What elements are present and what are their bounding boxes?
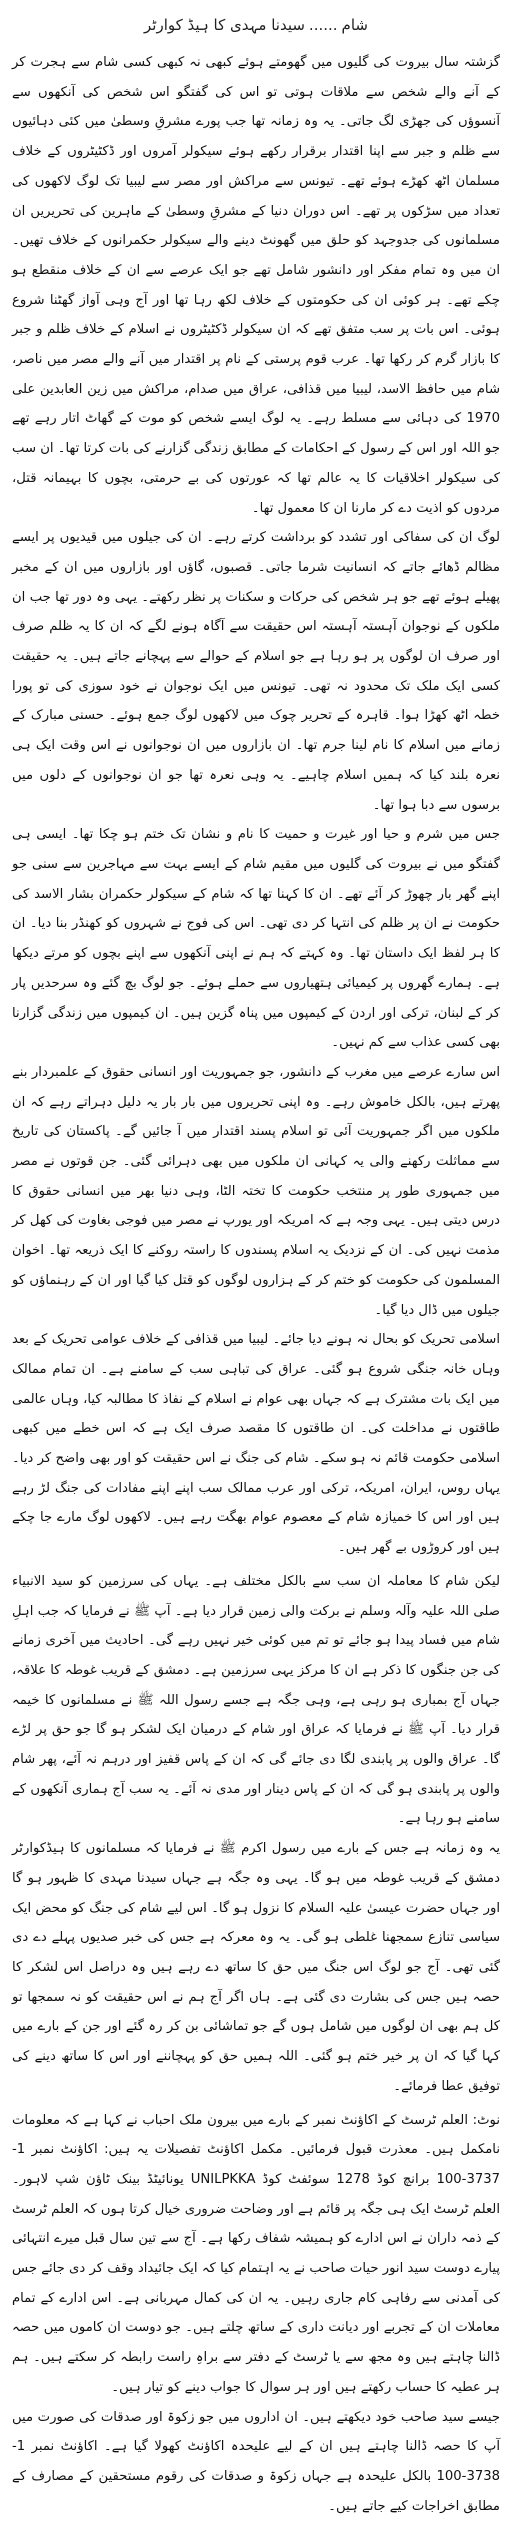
headline-part-1: شام <box>341 16 368 34</box>
article-paragraph: گزشتہ سال بیروت کی گلیوں میں گھومتے ہوئے کبھی نہ کبھی کسی شام سے ہجرت کر کے آنے والے شخص سے ملاقات ہوتی تو اس کی گفتگو اس شخص کی آنکھوں سے آنسوؤں کی جھڑی لگ جاتی۔ یہ وہ زمانہ تھا جب پورے مشرقِ وسطیٰ میں کئی دہائیوں سے ظلم و جبر سے اپنا اقتدار برقرار رکھے ہوئے سیکولر آمروں اور ڈکٹیٹروں کے خلاف مسلمان اٹھ کھڑے ہوئے تھے۔ تیونس سے مراکش اور مصر سے لیبیا تک لوگ لاکھوں کی تعداد میں سڑکوں پر تھے۔ اس دوران دنیا کے مشرقِ وسطیٰ کے ماہرین کی تحریریں ان مسلمانوں کی جدوجہد کو حلق میں گھونٹ دینے والے سیکولر حکمرانوں کے خلاف تھیں۔ ان میں وہ تمام مفکر اور دانشور شامل تھے جو ایک عرصے سے ان کے خلاف منقطع ہو چکے تھے۔ ہر کوئی ان کی حکومتوں کے خلاف لکھ رہا تھا اور آج وہی آواز گھٹنا شروع ہوئی۔ اس بات پر سب متفق تھے کہ ان سیکولر ڈکٹیٹروں نے اسلام کے خلاف ظلم و جبر کا بازار گرم کر رکھا تھا۔ عرب قوم پرستی کے نام پر اقتدار میں آنے والے مصر میں ناصر، شام میں حافظ الاسد، لیبیا میں قذافی، عراق میں صدام، مراکش میں زین العابدین علی 1970 کی دہائی سے مسلط رہے۔ یہ لوگ ایسے شخص کو موت کے گھاٹ اتار رہے تھے جو اللہ اور اس کے رسول کے احکامات کے مطابق زندگی گزارنے کی بات کرتا تھا۔ ان سب کی سیکولر اخلاقیات کا یہ عالم تھا کہ عورتوں کی بے حرمتی، بچوں کا بہیمانہ قتل، مردوں کو اذیت دے کر مارنا ان کا معمول تھا۔ <box>12 55 500 516</box>
article-note: نوٹ: العلم ٹرسٹ کے اکاؤنٹ نمبر کے بارے میں بیرون ملک احباب نے کہا ہے کہ معلومات نامکمل ہیں۔ معذرت قبول فرمائیں۔ مکمل اکاؤنٹ تفصیلات یہ ہیں: اکاؤنٹ نمبر 1-3737-100 برانچ کوڈ 1278 سوئفٹ کوڈ UNILPKKA یونائیٹڈ بینک ٹاؤن شپ لاہور۔ العلم ٹرسٹ ایک ہی جگہ پر قائم ہے اور وضاحت ضروری خیال کرتا ہوں کہ العلم ٹرسٹ کے ذمہ داران نے اس ادارے کو ہمیشہ شفاف رکھا ہے۔ آج سے تین سال قبل میرے انتہائی پیارے دوست سید انور حیات صاحب نے یہ اہتمام کیا کہ ایک جائیداد وقف کر دی جائے جس کی آمدنی سے رفاہی کام جاری رہیں۔ یہ ان کی کمال مہربانی ہے۔ اس ادارے کے تمام معاملات ان کے تجربے اور دیانت داری کے ساتھ چلتے ہیں۔ جو دوست ان کاموں میں حصہ ڈالنا چاہتے ہیں وہ مجھ سے یا ٹرسٹ کے دفتر سے براہِ راست رابطہ کر سکتے ہیں۔ ہم ہر عطیہ کا حساب رکھتے ہیں اور ہر سوال کا جواب دینے کو تیار ہیں۔ <box>12 2112 500 2395</box>
article-paragraph: یہ وہ زمانہ ہے جس کے بارے میں رسول اکرم ﷺ نے فرمایا کہ مسلمانوں کا ہیڈکوارٹر دمشق کے قریب غوطہ میں ہو گا۔ یہی وہ جگہ ہے جہاں سیدنا مہدی کا ظہور ہو گا اور جہاں حضرت عیسیٰ علیہ السلام کا نزول ہو گا۔ اس لیے شام کی جنگ کو محض ایک سیاسی تنازع سمجھنا غلطی ہو گی۔ یہ وہ معرکہ ہے جس کی خبر صدیوں پہلے دے دی گئی تھی۔ آج جو لوگ اس جنگ میں حق کا ساتھ دے رہے ہیں وہ دراصل اس لشکر کا حصہ ہیں جس کی بشارت دی گئی ہے۔ ہاں اگر آج ہم نے اس حقیقت کو نہ سمجھا تو کل ہم بھی ان لوگوں میں شامل ہوں گے جو تماشائی بن کر رہ گئے اور جن کے بارے میں کہا گیا کہ ان پر خیر ختم ہو گئی۔ اللہ ہمیں حق کو پہچاننے اور اس کا ساتھ دینے کی توفیق عطا فرمائے۔ <box>12 1841 500 2094</box>
headline-part-2: سیدنا مہدی کا ہیڈ کوارٹر <box>144 16 305 34</box>
article-headline <box>12 14 500 36</box>
headline-separator: ...... <box>308 16 338 34</box>
article-paragraph: اسلامی تحریک کو بحال نہ ہونے دیا جائے۔ لیبیا میں قذافی کے خلاف عوامی تحریک کے بعد وہاں خانہ جنگی شروع ہو گئی۔ عراق کی تباہی سب کے سامنے ہے۔ ان تمام ممالک میں ایک بات مشترک ہے کہ جہاں بھی عوام نے اسلام کے نفاذ کا مطالبہ کیا، وہاں عالمی طاقتوں نے مداخلت کی۔ ان طاقتوں کا مقصد صرف ایک ہے کہ اس خطے میں کبھی اسلامی حکومت قائم نہ ہو سکے۔ شام کی جنگ نے اس حقیقت کو اور بھی واضح کر دیا۔ یہاں روس، ایران، امریکہ، ترکی اور عرب ممالک سب اپنے اپنے مفادات کی جنگ لڑ رہے ہیں اور اس کا خمیازہ شام کے معصوم عوام بھگت رہے ہیں۔ لاکھوں لوگ مارے جا چکے ہیں اور کروڑوں بے گھر ہیں۔ <box>12 1332 500 1556</box>
article-paragraph: لیکن شام کا معاملہ ان سب سے بالکل مختلف ہے۔ یہاں کی سرزمین کو سید الانبیاء صلی اللہ علیہ وآلہ وسلم نے برکت والی زمین قرار دیا ہے۔ آپ ﷺ نے فرمایا کہ جب اہلِ شام میں فساد پیدا ہو جائے تو تم میں کوئی خیر نہیں رہے گی۔ احادیث میں آخری زمانے کی جن جنگوں کا ذکر ہے ان کا مرکز یہی سرزمین ہے۔ دمشق کے قریب غوطہ کا علاقہ، جہاں آج بمباری ہو رہی ہے، وہی جگہ ہے جسے رسول اللہ ﷺ نے مسلمانوں کا خیمہ قرار دیا۔ آپ ﷺ نے فرمایا کہ عراق اور شام کے درمیان ایک لشکر ہو گا جو حق پر لڑے گا۔ عراق والوں پر پابندی لگا دی جائے گی کہ ان کے پاس قفیز اور درہم نہ آئے، پھر شام والوں پر پابندی ہو گی کہ ان کے پاس دینار اور مدی نہ آئے۔ یہ سب آج ہماری آنکھوں کے سامنے ہو رہا ہے۔ <box>12 1573 500 1827</box>
article-paragraph: جس میں شرم و حیا اور غیرت و حمیت کا نام و نشان تک ختم ہو چکا تھا۔ ایسی ہی گفتگو میں نے بیروت کی گلیوں میں مقیم شام کے ایسے بہت سے مہاجرین سے سنی جو اپنے گھر بار چھوڑ کر آئے تھے۔ ان کا کہنا تھا کہ شام کے سیکولر حکمران بشار الاسد کی حکومت نے ان پر ظلم کی انتہا کر دی تھی۔ اس کی فوج نے شہروں کو کھنڈر بنا دیا۔ ان کا ہر لفظ ایک داستان تھا۔ وہ کہتے کہ ہم نے اپنی آنکھوں سے اپنے بچوں کو مرتے دیکھا ہے۔ ہمارے گھروں پر کیمیائی ہتھیاروں سے حملے ہوئے۔ جو لوگ بچ گئے وہ سرحدیں پار کر کے لبنان، ترکی اور اردن کے کیمپوں میں پناہ گزین ہیں۔ ان کیمپوں میں زندگی گزارنا بھی کسی عذاب سے کم نہیں۔ <box>12 827 500 1051</box>
article-paragraph: اس سارے عرصے میں مغرب کے دانشور، جو جمہوریت اور انسانی حقوق کے علمبردار بنے پھرتے ہیں، بالکل خاموش رہے۔ وہ اپنی تحریروں میں بار بار یہ دلیل دہراتے رہے کہ ان ملکوں میں اگر جمہوریت آئی تو اسلام پسند اقتدار میں آ جائیں گے۔ پاکستان کی تاریخ سے مماثلت رکھنے والی یہ کہانی ان ملکوں میں بھی دہرائی گئی۔ جن قوتوں نے مصر میں جمہوری طور پر منتخب حکومت کا تختہ الٹا، وہی دنیا بھر میں انسانی حقوق کا درس دیتی ہیں۔ یہی وجہ ہے کہ امریکہ اور یورپ نے مصر میں فوجی بغاوت کی کھل کر مذمت نہیں کی۔ ان کے نزدیک یہ اسلام پسندوں کا راستہ روکنے کا ایک ذریعہ تھا۔ اخوان المسلمون کی حکومت کو ختم کر کے ہزاروں لوگوں کو قتل کیا گیا اور ان کے رہنماؤں کو جیلوں میں ڈال دیا گیا۔ <box>12 1064 500 1318</box>
article-paragraph: لوگ ان کی سفاکی اور تشدد کو برداشت کرتے رہے۔ ان کی جیلوں میں قیدیوں پر ایسے مظالم ڈھائے جاتے کہ انسانیت شرما جاتی۔ قصبوں، گاؤں اور بازاروں میں ان کے مخبر پھیلے ہوئے تھے جو ہر شخص کی حرکات و سکنات پر نظر رکھتے۔ یہی وہ دور تھا جب ان ملکوں کے نوجوان آہستہ آہستہ اس حقیقت سے آگاہ ہونے لگے کہ ان کا یہ ظلم صرف اور صرف ان لوگوں پر ہو رہا ہے جو اسلام کے حوالے سے پہچانے جاتے ہیں۔ یہ حقیقت کسی ایک ملک تک محدود نہ تھی۔ تیونس میں ایک نوجوان نے خود سوزی کی تو پورا خطہ اٹھ کھڑا ہوا۔ قاہرہ کے تحریر چوک میں لاکھوں لوگ جمع ہوئے۔ حسنی مبارک کے زمانے میں اسلام کا نام لینا جرم تھا۔ ان بازاروں میں ان نوجوانوں نے اس وقت ایک ہی نعرہ بلند کیا کہ ہمیں اسلام چاہیے۔ یہ وہی نعرہ تھا جو ان نوجوانوں کے دلوں میں برسوں سے دبا ہوا تھا۔ <box>12 530 500 813</box>
article-note-continued: جیسے سید صاحب خود دیکھتے ہیں۔ ان اداروں میں جو زکوۃ اور صدقات کی صورت میں آپ کا حصہ ڈالنا چاہتے ہیں ان کے لیے علیحدہ اکاؤنٹ کھولا گیا ہے۔ اکاؤنٹ نمبر 1-3738-100 بالکل علیحدہ ہے جہاں زکوۃ و صدقات کی رقوم مستحقین کے مصارف کے مطابق اخراجات کیے جاتے ہیں۔ <box>12 2409 500 2514</box>
article-body <box>12 48 500 2521</box>
